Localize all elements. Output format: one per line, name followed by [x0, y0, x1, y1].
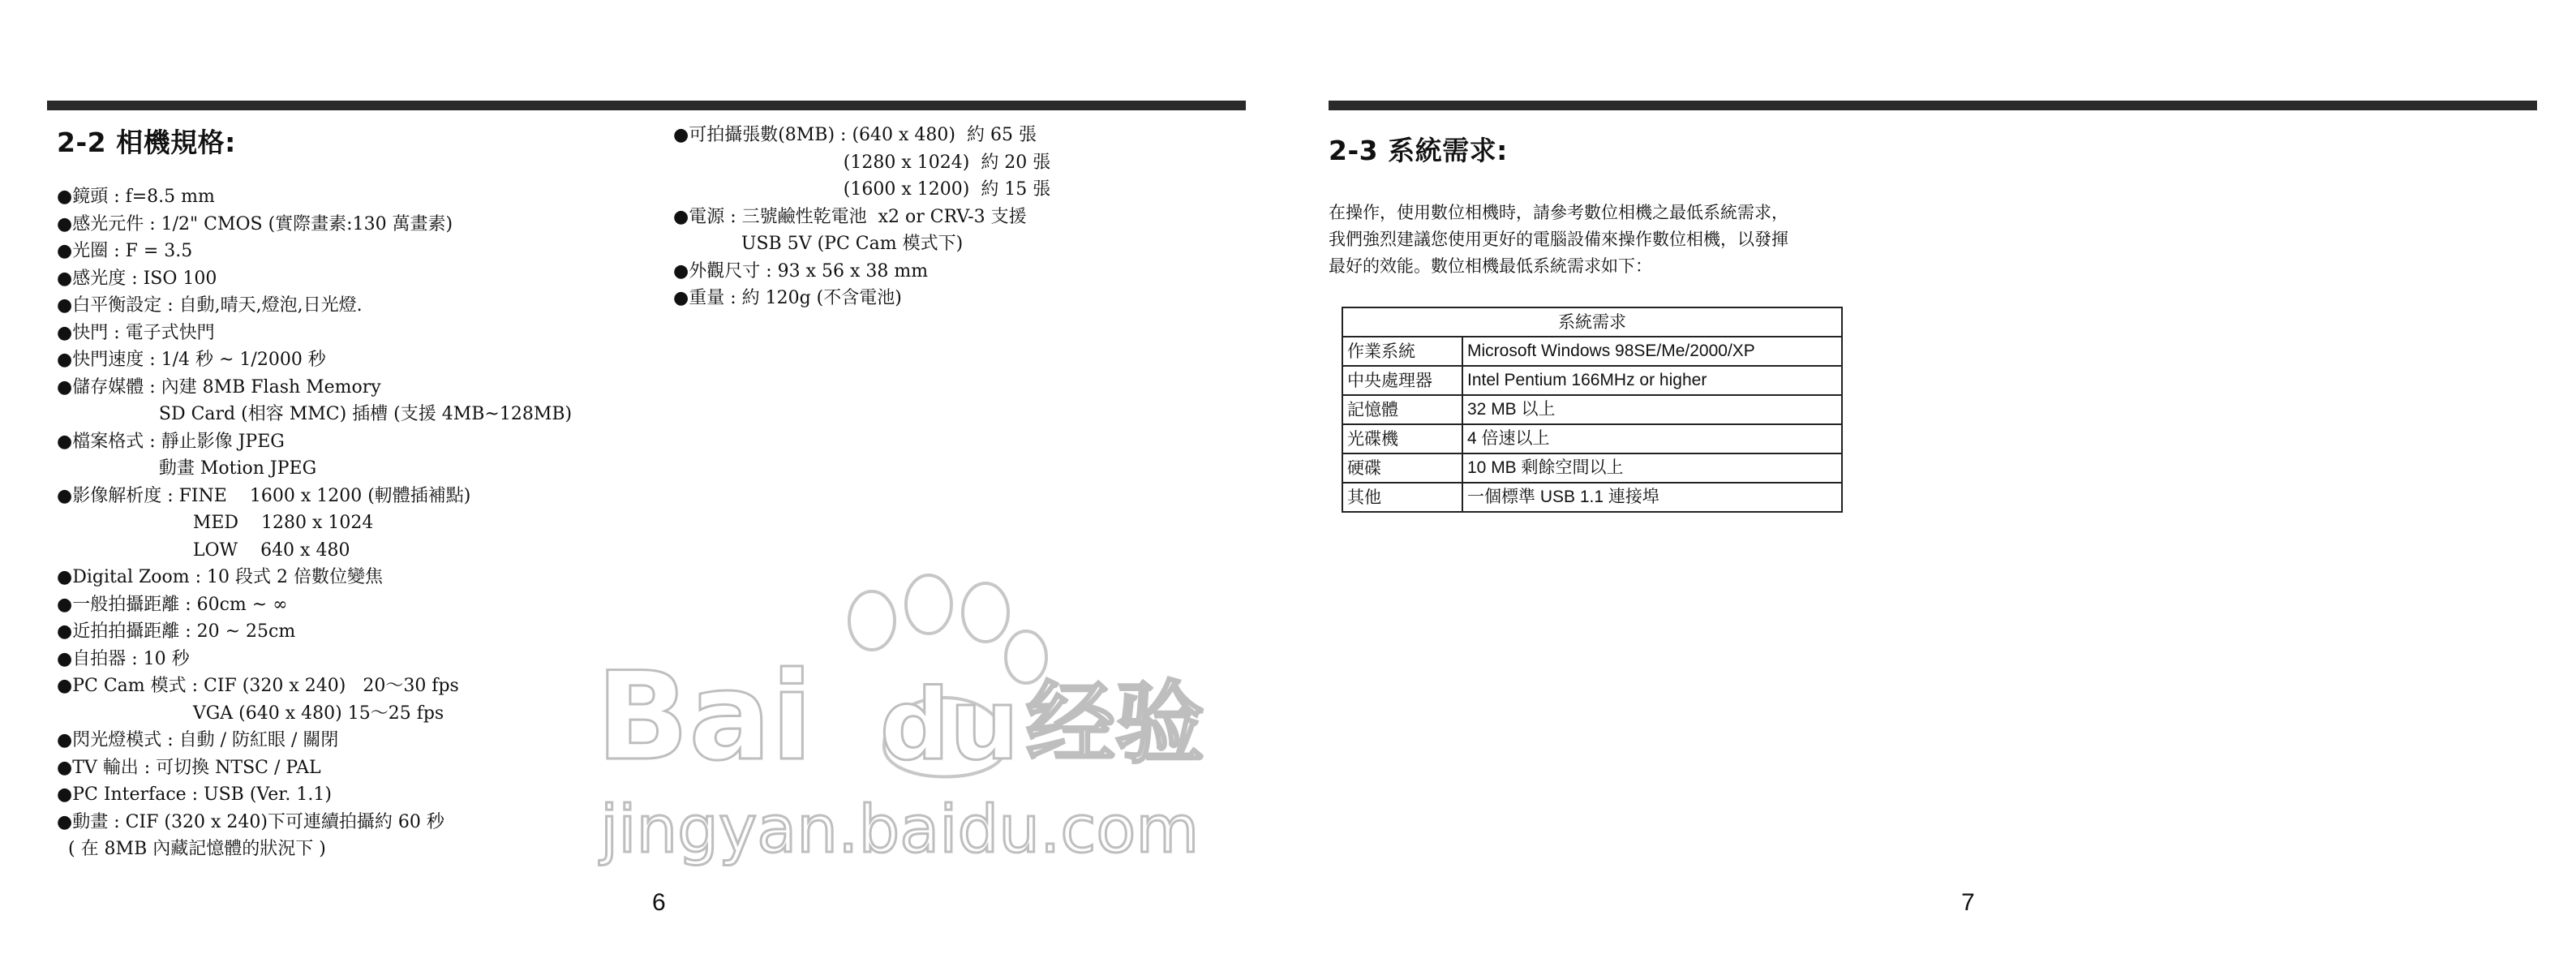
section-heading-system-requirements: 2-3 系統需求:	[1329, 135, 1508, 166]
table-row	[1342, 366, 1842, 395]
spec-item-continued: SD Card (相容 MMC) 插槽 (支援 4MB~128MB)	[57, 404, 573, 424]
requirement-key: 作業系統	[1342, 337, 1462, 366]
table-row	[1342, 453, 1842, 483]
spec-item: ●鏡頭 : f=8.5 mm	[57, 187, 215, 207]
spec-item: ●動畫 : CIF (320 x 240)下可連續拍攝約 60 秒	[57, 811, 444, 832]
spec-item: ●感光元件 : 1/2" CMOS (實際畫素:130 萬畫素)	[57, 213, 453, 234]
spec-item: ●外觀尺寸 : 93 x 56 x 38 mm	[673, 260, 929, 282]
spec-item: ●感光度 : ISO 100	[57, 268, 217, 289]
spec-item: ●Digital Zoom : 10 段式 2 倍數位變焦	[57, 567, 383, 587]
intro-line: 最好的效能。數位相機最低系統需求如下：	[1329, 256, 1652, 276]
spec-item: ●檔案格式 : 靜止影像 JPEG	[57, 431, 285, 452]
spec-item: ●TV 輸出 : 可切換 NTSC / PAL	[57, 757, 321, 778]
requirement-key: 硬碟	[1342, 453, 1462, 483]
spec-item-continued: ( 在 8MB 內藏記憶體的狀況下 )	[57, 839, 326, 859]
spec-item-continued: MED 1280 x 1024	[57, 513, 374, 533]
spec-item: ●閃光燈模式 : 自動 / 防紅眼 / 關閉	[57, 730, 339, 750]
spec-item: ●重量 : 約 120g (不含電池)	[673, 288, 902, 308]
watermark-brand-suffix: du	[880, 669, 1020, 782]
requirement-value: 32 MB 以上	[1462, 395, 1842, 424]
spec-item: ●白平衡設定 : 自動,晴天,燈泡,日光燈.	[57, 295, 363, 316]
intro-paragraph	[1329, 200, 1896, 280]
watermark-url: jingyan.baidu.com	[600, 792, 1200, 867]
requirement-key: 光碟機	[1342, 424, 1462, 453]
table-header: 系統需求	[1342, 307, 1842, 337]
spec-item: ●電源 : 三號鹼性乾電池 x2 or CRV-3 支援	[673, 206, 1027, 227]
requirement-value: 4 倍速以上	[1462, 424, 1842, 453]
spec-item-continued: (1600 x 1200) 約 15 張	[673, 179, 1051, 200]
table-row	[1342, 337, 1842, 366]
page-number: 7	[1961, 889, 1975, 916]
table-row	[1342, 395, 1842, 424]
section-heading-camera-specs: 2-2 相機規格:	[57, 127, 236, 158]
spec-item-continued: LOW 640 x 480	[57, 539, 350, 561]
spec-item: ●一般拍攝距離 : 60cm ~ ∞	[57, 594, 288, 615]
intro-line: 我們強烈建議您使用更好的電腦設備來操作數位相機，以發揮	[1329, 230, 1788, 249]
requirement-key	[1342, 366, 1462, 395]
spec-item: ●儲存媒體 : 內建 8MB Flash Memory	[57, 376, 381, 398]
top-rule	[1329, 101, 2537, 110]
spec-list-column-2	[673, 122, 1127, 312]
requirements-table	[1342, 307, 1843, 513]
spec-item: ●PC Cam 模式 : CIF (320 x 240) 20～30 fps	[57, 676, 459, 696]
spec-item-continued: (1280 x 1024) 約 20 張	[673, 152, 1051, 173]
spec-item-continued: VGA (640 x 480) 15～25 fps	[57, 703, 444, 724]
requirement-key: 記憶體	[1342, 395, 1462, 424]
table-header-row	[1342, 307, 1842, 337]
page-number: 6	[652, 889, 666, 916]
spec-item: ●自拍器 : 10 秒	[57, 648, 190, 669]
watermark-cn-text: 经验	[1026, 672, 1204, 776]
right-page	[1288, 0, 2576, 967]
spec-item: ●可拍攝張數(8MB) : (640 x 480) 約 65 張	[673, 125, 1037, 145]
spec-item: ●快門速度 : 1/4 秒 ~ 1/2000 秒	[57, 350, 326, 370]
requirement-value: Intel Pentium 166MHz or higher	[1462, 366, 1842, 395]
spec-item-continued: USB 5V (PC Cam 模式下)	[673, 234, 964, 254]
requirement-key: 其他	[1342, 483, 1462, 512]
requirement-value: 10 MB 剩餘空間以上	[1462, 453, 1842, 483]
requirement-value: Microsoft Windows 98SE/Me/2000/XP	[1462, 337, 1842, 366]
requirement-value: 一個標準 USB 1.1 連接埠	[1462, 483, 1842, 512]
watermark-brand: Bai	[596, 647, 813, 788]
baidu-jingyan-watermark	[568, 560, 1265, 900]
spec-item-continued: 動畫 Motion JPEG	[57, 458, 317, 479]
spec-item: ●近拍拍攝距離 : 20 ~ 25cm	[57, 621, 296, 642]
requirement-key-text: 中央處理器	[1347, 371, 1432, 390]
table-row	[1342, 483, 1842, 512]
spec-item: ●PC Interface : USB (Ver. 1.1)	[57, 784, 332, 805]
spec-item: ●快門 : 電子式快門	[57, 322, 215, 343]
table-row	[1342, 424, 1842, 453]
top-rule	[47, 101, 1246, 110]
spec-item: ●影像解析度 : FINE 1600 x 1200 (軔體插補點)	[57, 485, 471, 506]
spec-item: ●光圈 : F = 3.5	[57, 241, 193, 261]
intro-line: 在操作，使用數位相機時，請參考數位相機之最低系統需求，	[1329, 203, 1788, 222]
spec-list-column-1	[57, 183, 657, 863]
